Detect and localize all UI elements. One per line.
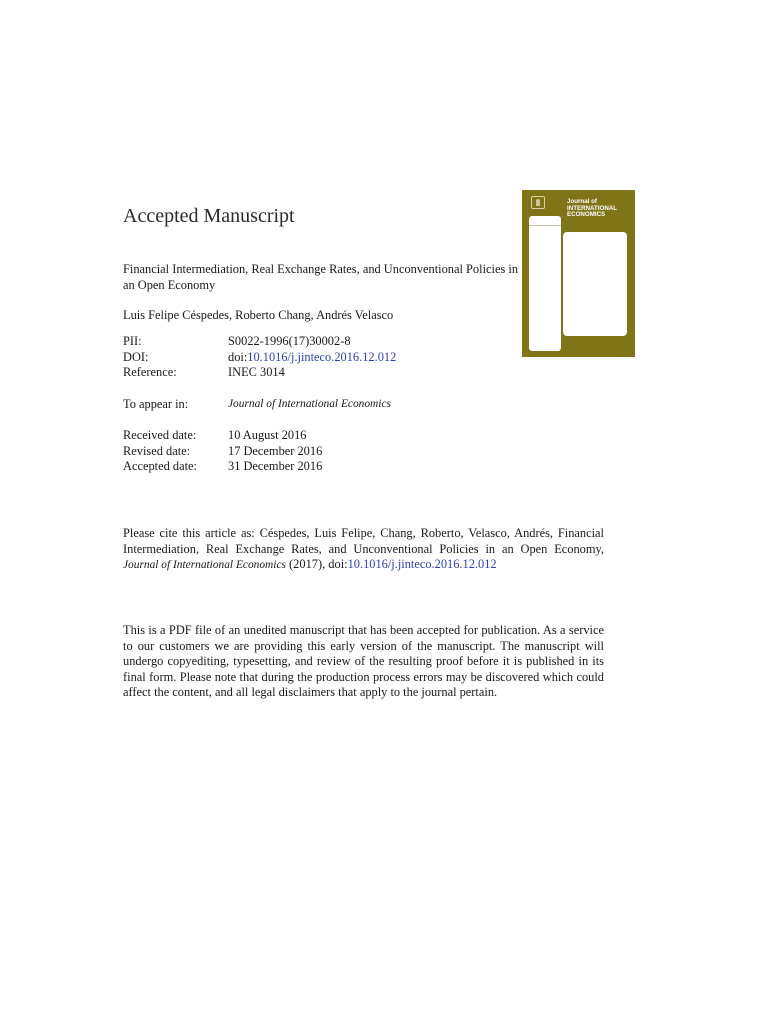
cover-panel-right — [563, 232, 627, 336]
appear-label: To appear in: — [123, 397, 189, 411]
accepted-row — [123, 459, 322, 475]
elsevier-logo-icon — [531, 196, 545, 209]
cover-panel-left — [529, 216, 561, 351]
pii-value: S0022-1996(17)30002-8 — [228, 334, 351, 348]
identifier-block — [123, 334, 396, 381]
doi-label: DOI: — [123, 349, 149, 364]
citation-doi-prefix: doi: — [328, 557, 348, 571]
received-label: Received date: — [123, 428, 197, 442]
reference-label: Reference: — [123, 365, 177, 379]
pii-row — [123, 334, 396, 350]
dates-block — [123, 428, 322, 475]
received-row — [123, 428, 322, 444]
reference-value: INEC 3014 — [228, 365, 285, 379]
reference-row — [123, 365, 396, 381]
doi-link[interactable]: 10.1016/j.jinteco.2016.12.012 — [247, 349, 397, 364]
doi-prefix: doi: — [228, 349, 248, 364]
accepted-value: 31 December 2016 — [228, 459, 323, 473]
doi-row — [123, 350, 396, 366]
citation-doi-link[interactable]: 10.1016/j.jinteco.2016.12.012 — [347, 557, 497, 571]
citation-year: (2017), — [289, 557, 326, 571]
manuscript-notice: This is a PDF file of an unedited manuscript that has been accepted for publication. As a service to our customers we are providing this early version of the manuscript. The manuscript will undergo copyediting, typesetting, and review of the resulting proof before it is published in its final form. Please note that during the production process errors may be discovered which could affect the content, and all legal disclaimers that apply to the journal pertain. — [123, 623, 604, 699]
appear-journal: Journal of International Economics — [228, 398, 391, 410]
received-value: 10 August 2016 — [228, 428, 307, 442]
citation-paragraph — [123, 526, 604, 574]
journal-cover — [522, 190, 635, 357]
revised-value: 17 December 2016 — [228, 443, 323, 458]
appear-row — [123, 397, 391, 413]
citation-text: Please cite this article as: Céspedes, Luis Felipe, Chang, Roberto, Velasco, Andrés, Financial Intermediation, Real Exchange Rates, and Unconventional Policies in an Open Economy, — [123, 526, 604, 556]
citation-journal: Journal of International Economics — [123, 559, 286, 571]
pii-label: PII: — [123, 334, 142, 348]
doi-value — [228, 350, 396, 366]
article-authors: Luis Felipe Céspedes, Roberto Chang, Andrés Velasco — [123, 308, 394, 322]
appear-block — [123, 397, 391, 413]
revised-row — [123, 444, 322, 460]
page-title: Accepted Manuscript — [123, 205, 295, 227]
article-title: Financial Intermediation, Real Exchange Rates, and Unconventional Policies in an Open Economy — [123, 262, 519, 292]
cover-title: Journal of INTERNATIONAL ECONOMICS — [567, 198, 617, 219]
revised-label: Revised date: — [123, 443, 191, 458]
accepted-label: Accepted date: — [123, 459, 197, 473]
